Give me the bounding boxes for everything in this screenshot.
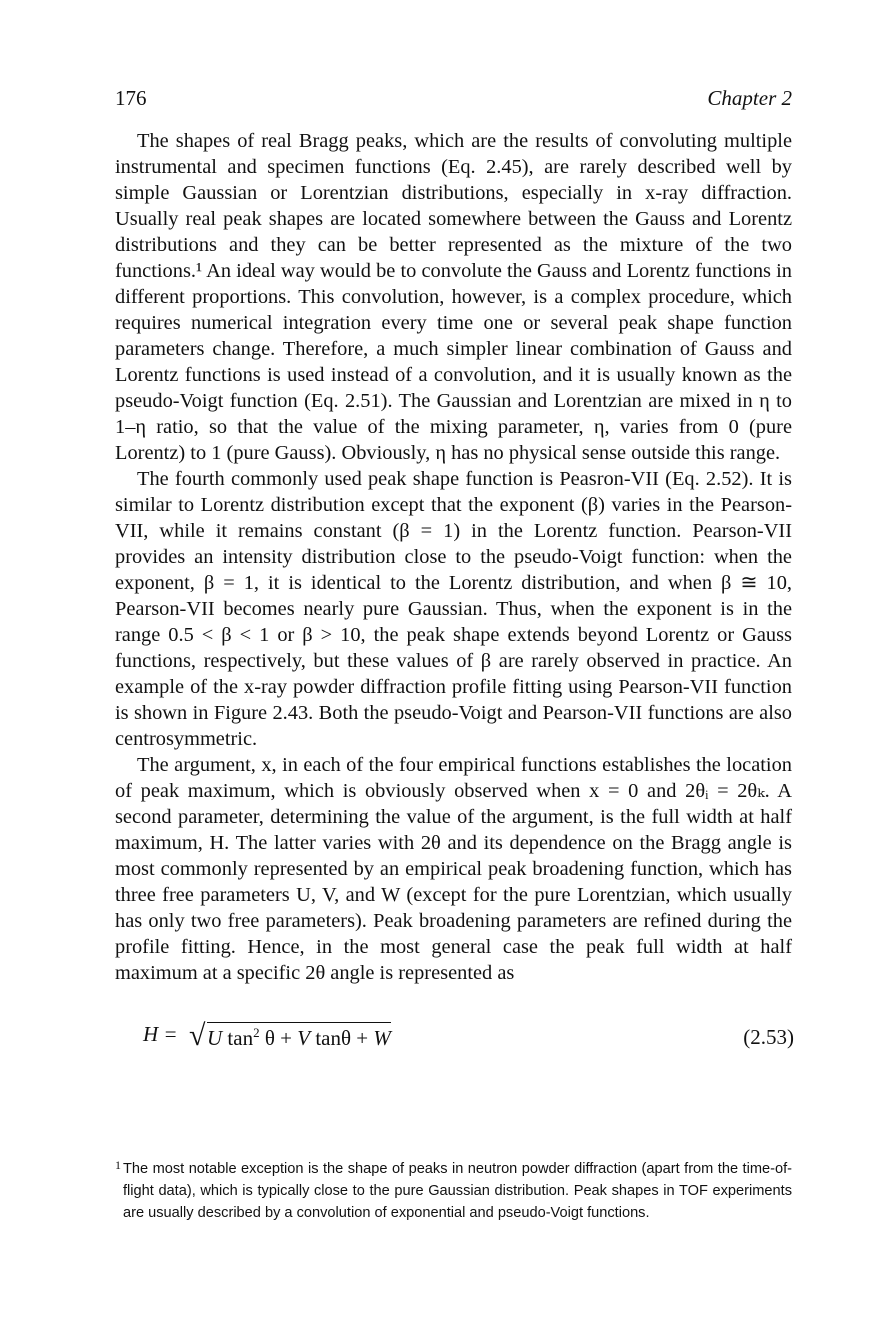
exponent-2: 2: [253, 1025, 260, 1040]
page-number: 176: [115, 86, 147, 110]
var-u: U: [207, 1026, 223, 1050]
equation-number: (2.53): [743, 1025, 794, 1049]
footnote-text: The most notable exception is the shape of peaks in neutron powder diffraction (apart from the time-of-flight data), which is typically close to the pure Gaussian distribution. Peak shapes in TOF experiments are usually described by a convolution of exponential and pseudo-Voigt functions.: [123, 1161, 792, 1221]
body-text: [115, 128, 792, 986]
var-v: V: [297, 1026, 311, 1050]
equation-2-53: [143, 1016, 794, 1056]
sqrt-symbol: √: [189, 1019, 206, 1052]
equation-lhs: H =: [143, 1022, 178, 1046]
equation-radicand: [207, 1022, 391, 1051]
footnote: [115, 1158, 792, 1224]
paragraph-3: The argument, x, in each of the four empirical functions establishes the location of peak maximum, which is obviously observed when x = 0 and 2θᵢ = 2θₖ. A second parameter, determining the value of the argument, is the full width at half maximum, H. The latter varies with 2θ and its dependence on the Bragg angle is most commonly represented by an empirical peak broadening function, which has three free parameters U, V, and W (except for the pure Lorentzian, which usually has only two free parameters). Peak broadening parameters are refined during the profile fitting. Hence, in the most general case the peak full width at half maximum at a specific 2θ angle is represented as: [115, 754, 792, 984]
running-head: Chapter 2: [707, 86, 792, 110]
tan-theta-plus: tanθ +: [310, 1026, 374, 1050]
var-w: W: [373, 1026, 391, 1050]
theta-plus: θ +: [259, 1026, 298, 1050]
paragraph-2: The fourth commonly used peak shape function is Peasron-VII (Eq. 2.52). It is similar to Lorentz distribution except that the exponent (β) varies in the Pearson-VII, while it remains constant (β = 1) in the Lorentz function. Pearson-VII provides an intensity distribution close to the pseudo-Voigt function: when the exponent, β = 1, it is identical to the Lorentz distribution, and when β ≅ 10, Pearson-VII becomes nearly pure Gaussian. Thus, when the exponent is in the range 0.5 < β < 1 or β > 10, the peak shape extends beyond Lorentz or Gauss functions, respectively, but these values of β are rarely observed in practice. An example of the x-ray powder diffraction profile fitting using Pearson-VII function is shown in Figure 2.43. Both the pseudo-Voigt and Pearson-VII functions are also centrosymmetric.: [115, 468, 792, 750]
paragraph-1: The shapes of real Bragg peaks, which are the results of convoluting multiple instrumental and specimen functions (Eq. 2.45), are rarely described well by simple Gaussian or Lorentzian distributions, especially in x-ray diffraction. Usually real peak shapes are located somewhere between the Gauss and Lorentz distributions and they can be better represented as the mixture of the two functions.¹ An ideal way would be to convolute the Gauss and Lorentz functions in different proportions. This convolution, however, is a complex procedure, which requires numerical integration every time one or several peak shape function parameters change. Therefore, a much simpler linear combination of Gauss and Lorentz functions is used instead of a convolution, and it is usually known as the pseudo-Voigt function (Eq. 2.51). The Gaussian and Lorentzian are mixed in η to 1–η ratio, so that the value of the mixing parameter, η, varies from 0 (pure Lorentz) to 1 (pure Gauss). Obviously, η has no physical sense outside this range.: [115, 130, 792, 464]
tan-term: tan: [222, 1026, 254, 1050]
footnote-mark: 1: [115, 1158, 121, 1172]
